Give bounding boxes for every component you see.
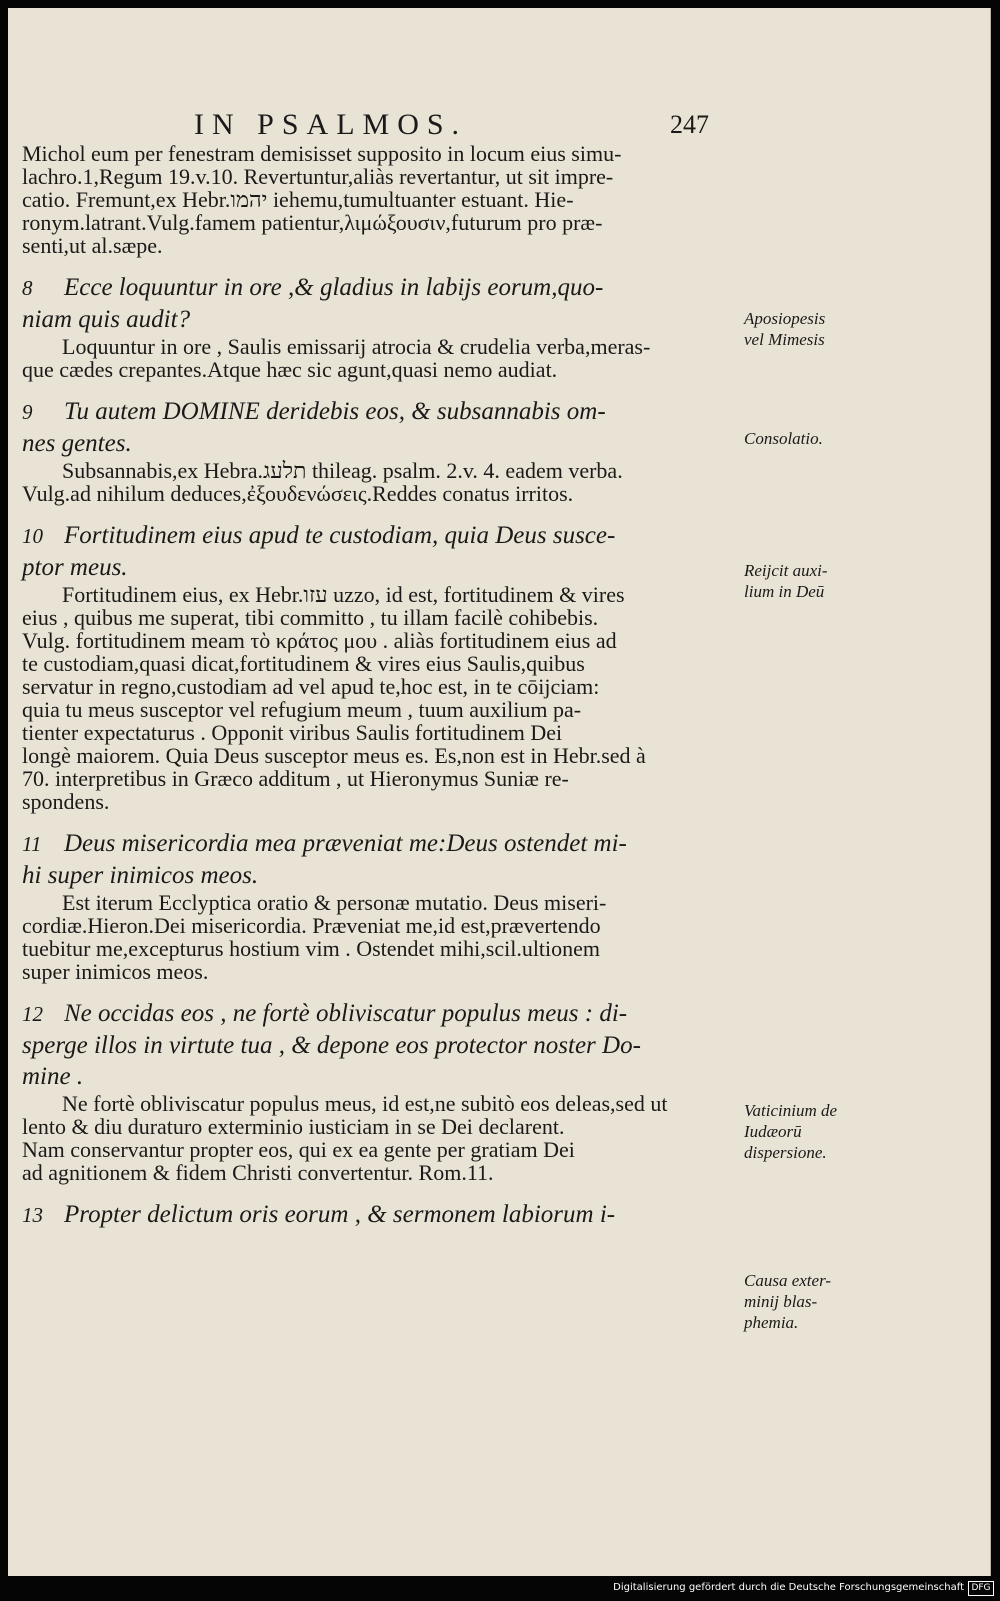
- verse-line: niam quis audit?: [22, 306, 191, 333]
- verse-line: Ecce loquuntur in ore ,& gladius in labijs eorum,quo-: [64, 274, 604, 301]
- text-line: catio. Fremunt,ex Hebr.יהמו iehemu,tumultuanter estuant. Hie-: [22, 187, 574, 212]
- verse-number: 13: [22, 1203, 43, 1227]
- text-line: Vulg. fortitudinem meam τὸ κράτος μου . aliàs fortitudinem eius ad: [22, 628, 617, 653]
- text-line: senti,ut al.sæpe.: [22, 233, 163, 258]
- commentary-8: [22, 335, 732, 381]
- text-line: eius , quibus me superat, tibi committo , tu illam facilè cohibebis.: [22, 605, 599, 630]
- verse-number: 11: [22, 832, 42, 856]
- text-line: Ne fortè obliviscatur populus meus, id est,ne subitò eos deleas,sed ut: [62, 1091, 668, 1116]
- verse-line: ptor meus.: [22, 554, 128, 581]
- funding-credit: Digitalisierung gefördert durch die Deutsche Forschungsgemeinschaft: [613, 1582, 964, 1593]
- verse-number: 12: [22, 1002, 43, 1026]
- verse-line: Fortitudinem eius apud te custodiam, quia Deus susce-: [64, 522, 616, 549]
- main-text: [22, 142, 732, 1231]
- text-line: longè maiorem. Quia Deus susceptor meus es. Es,non est in Hebr.sed à: [22, 743, 646, 768]
- verse-line: Ne occidas eos , ne fortè obliviscatur populus meus : di-: [64, 1000, 628, 1027]
- commentary-11: [22, 891, 732, 983]
- text-line: spondens.: [22, 789, 110, 814]
- text-line: ad agnitionem & fidem Christi convertentur. Rom.11.: [22, 1160, 494, 1185]
- verse-line: nes gentes.: [22, 430, 132, 457]
- running-title: IN PSALMOS.: [194, 108, 468, 141]
- commentary-10: [22, 583, 732, 813]
- dfg-logo-icon: DFG: [968, 1581, 994, 1596]
- verse-12: [22, 998, 732, 1092]
- verse-line: Propter delictum oris eorum , & sermonem labiorum i-: [64, 1201, 616, 1228]
- verse-number: 8: [22, 276, 33, 300]
- text-line: ronym.latrant.Vulg.famem patientur,λιμώξουσιν,futurum pro præ-: [22, 210, 603, 235]
- verse-line: sperge illos in virtute tua , & depone eos protector noster Do-: [22, 1032, 641, 1059]
- text-line: que cædes crepantes.Atque hæc sic agunt,quasi nemo audiat.: [22, 357, 558, 382]
- verse-number: 9: [22, 400, 33, 424]
- verse-line: Deus misericordia mea præveniat me:Deus ostendet mi-: [64, 830, 627, 857]
- text-line: Est iterum Ecclyptica oratio & personæ mutatio. Deus miseri-: [62, 890, 607, 915]
- text-line: te custodiam,quasi dicat,fortitudinem & vires eius Saulis,quibus: [22, 651, 585, 676]
- page-number: 247: [670, 110, 709, 139]
- text-line: lento & diu duraturo exterminio iusticiam in se Dei declarent.: [22, 1114, 565, 1139]
- text-line: tuebitur me,excepturus hostium vim . Ostendet mihi,scil.ultionem: [22, 936, 601, 961]
- footer-bar: [0, 1578, 1000, 1601]
- text-line: Subsannabis,ex Hebra.תלעג thileag. psalm. 2.v. 4. eadem verba.: [62, 458, 623, 483]
- verse-9: [22, 396, 732, 459]
- verse-line: hi super inimicos meos.: [22, 862, 259, 889]
- text-line: tienter expectaturus . Opponit viribus Saulis fortitudinem Dei: [22, 720, 563, 745]
- margin-note: Vaticinium de Iudæorū dispersione.: [744, 1101, 838, 1162]
- margin-note: Aposiopesis vel Mimesis: [744, 309, 826, 349]
- text-line: 70. interpretibus in Græco additum , ut Hieronymus Suniæ re-: [22, 766, 569, 791]
- text-line: quia tu meus susceptor vel refugium meum , tuum auxilium pa-: [22, 697, 582, 722]
- text-line: lachro.1,Regum 19.v.10. Revertuntur,aliàs revertantur, ut sit impre-: [22, 164, 614, 189]
- book-page: [8, 8, 991, 1576]
- margin-note: Reijcit auxi- lium in Deū: [744, 561, 828, 601]
- verse-line: Tu autem DOMINE deridebis eos, & subsannabis om-: [64, 398, 606, 425]
- margin-note: Consolatio.: [744, 429, 823, 448]
- commentary-9: [22, 459, 732, 505]
- verse-number: 10: [22, 524, 43, 548]
- text-line: Nam conservantur propter eos, qui ex ea gente per gratiam Dei: [22, 1137, 575, 1162]
- text-line: cordiæ.Hieron.Dei misericordia. Præveniat me,id est,prævertendo: [22, 913, 601, 938]
- verse-11: [22, 828, 732, 891]
- verse-13: [22, 1199, 732, 1231]
- text-line: Fortitudinem eius, ex Hebr.עזו uzzo, id est, fortitudinem & vires: [62, 582, 625, 607]
- verse-10: [22, 520, 732, 583]
- commentary-12: [22, 1092, 732, 1184]
- text-line: servatur in regno,custodiam ad vel apud te,hoc est, in te cōijciam:: [22, 674, 600, 699]
- margin-note: Causa exter- minij blas- phemia.: [744, 1271, 832, 1332]
- verse-line: mine .: [22, 1063, 84, 1090]
- text-line: super inimicos meos.: [22, 959, 209, 984]
- text-line: Michol eum per fenestram demisisset supposito in locum eius simu-: [22, 141, 622, 166]
- text-line: Vulg.ad nihilum deduces,ἐξουδενώσεις.Reddes conatus irritos.: [22, 481, 574, 506]
- verse-8: [22, 272, 732, 335]
- text-line: Loquuntur in ore , Saulis emissarij atrocia & crudelia verba,meras-: [62, 334, 651, 359]
- opening-paragraph: [22, 142, 732, 257]
